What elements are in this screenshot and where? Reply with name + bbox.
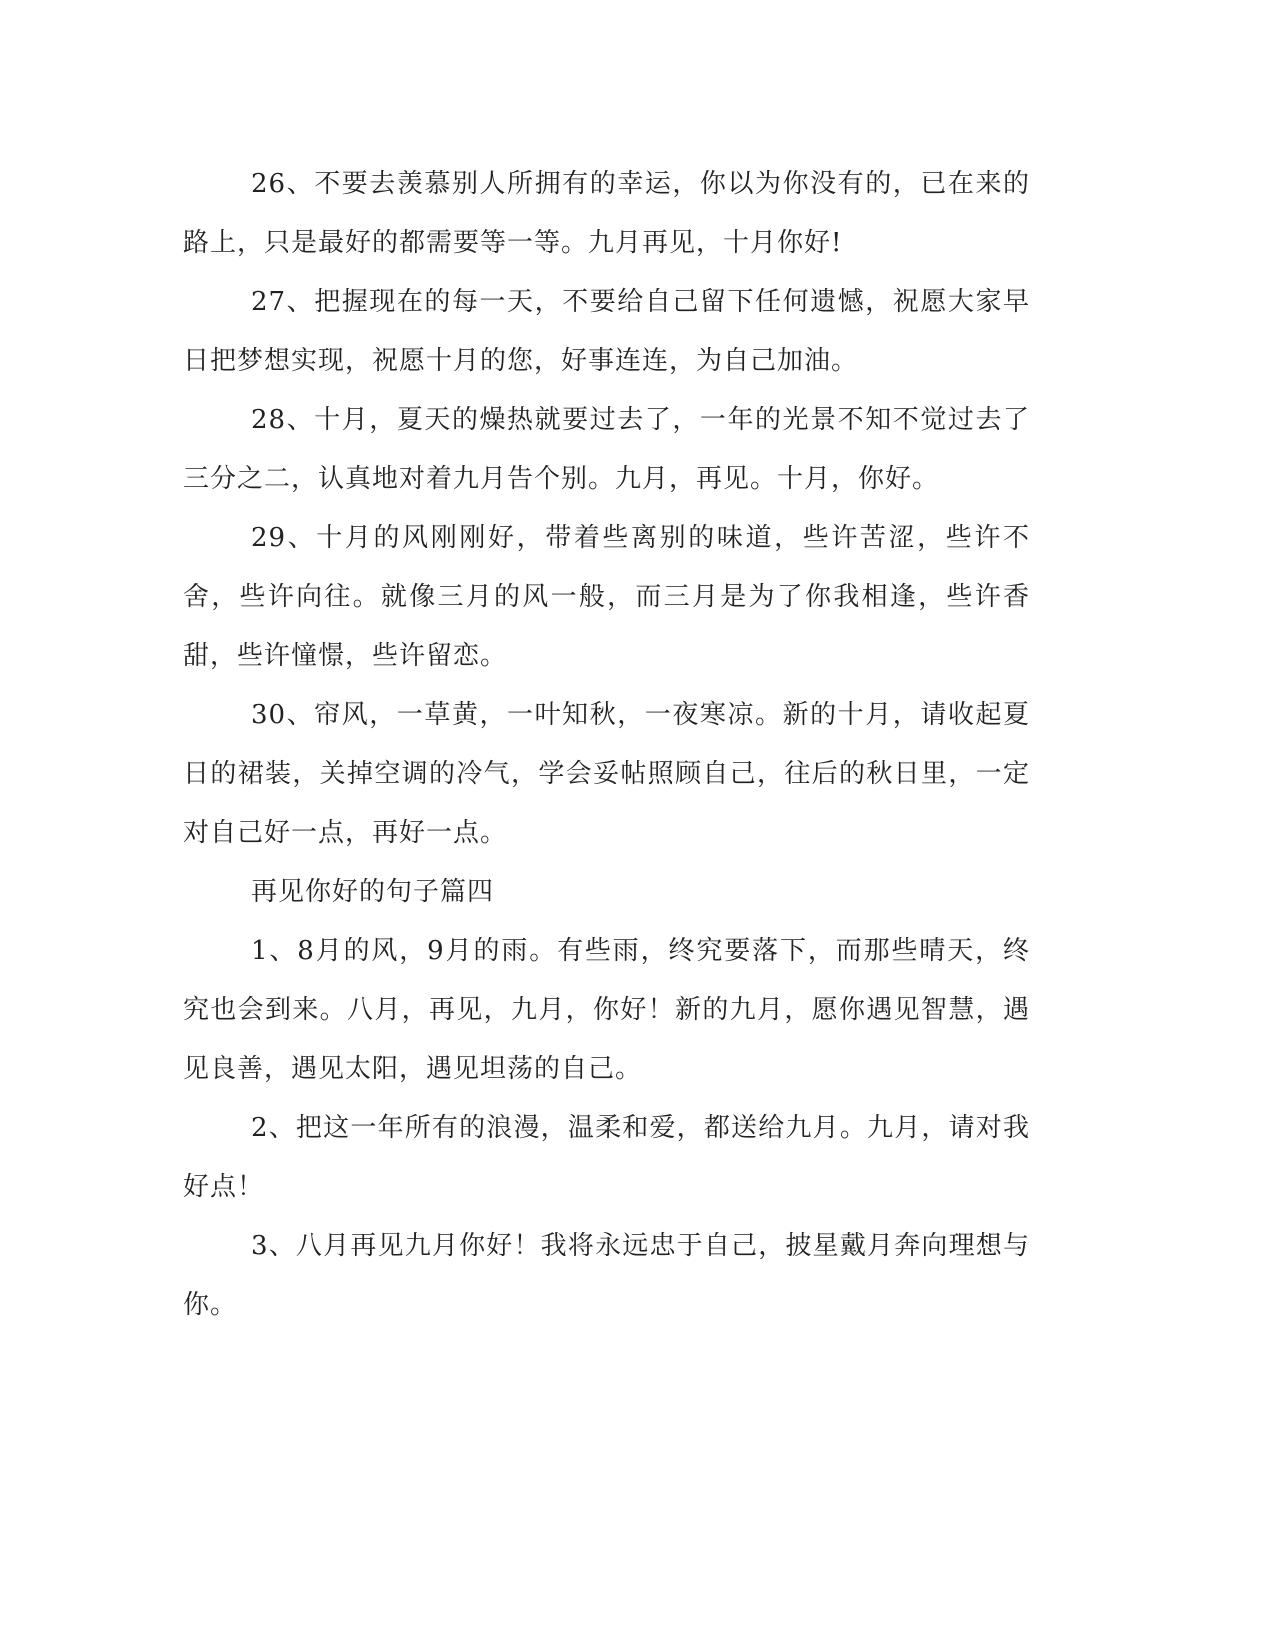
paragraph-1: 1、8月的风，9月的雨。有些雨，终究要落下，而那些晴天，终究也会到来。八月，再见，九月，你好！新的九月，愿你遇见智慧，遇见良善，遇见太阳，遇见坦荡的自己。 bbox=[183, 936, 1030, 1084]
paragraph-26: 26、不要去羡慕别人所拥有的幸运，你以为你没有的，已在来的路上，只是最好的都需要等一等。九月再见，十月你好! bbox=[183, 169, 1030, 258]
paragraph-28: 28、十月，夏天的燥热就要过去了，一年的光景不知不觉过去了三分之二，认真地对着九月告个别。九月，再见。十月，你好。 bbox=[183, 405, 1030, 494]
paragraph-2: 2、把这一年所有的浪漫，温柔和爱，都送给九月。九月，请对我好点！ bbox=[183, 1113, 1030, 1202]
paragraph-3: 3、八月再见九月你好！我将永远忠于自己，披星戴月奔向理想与你。 bbox=[183, 1231, 1030, 1320]
paragraph-30: 30、帘风，一草黄，一叶知秋，一夜寒凉。新的十月，请收起夏日的裙装，关掉空调的冷气，学会妥帖照顾自己，往后的秋日里，一定对自己好一点，再好一点。 bbox=[183, 700, 1030, 848]
document-body bbox=[183, 155, 1030, 1335]
paragraph-29: 29、十月的风刚刚好，带着些离别的味道，些许苦涩，些许不舍，些许向往。就像三月的风一般，而三月是为了你我相逢，些许香甜，些许憧憬，些许留恋。 bbox=[183, 523, 1030, 671]
section-heading: 再见你好的句子篇四 bbox=[251, 877, 495, 907]
paragraph-27: 27、把握现在的每一天，不要给自己留下任何遗憾，祝愿大家早日把梦想实现，祝愿十月的您，好事连连，为自己加油。 bbox=[183, 287, 1030, 376]
